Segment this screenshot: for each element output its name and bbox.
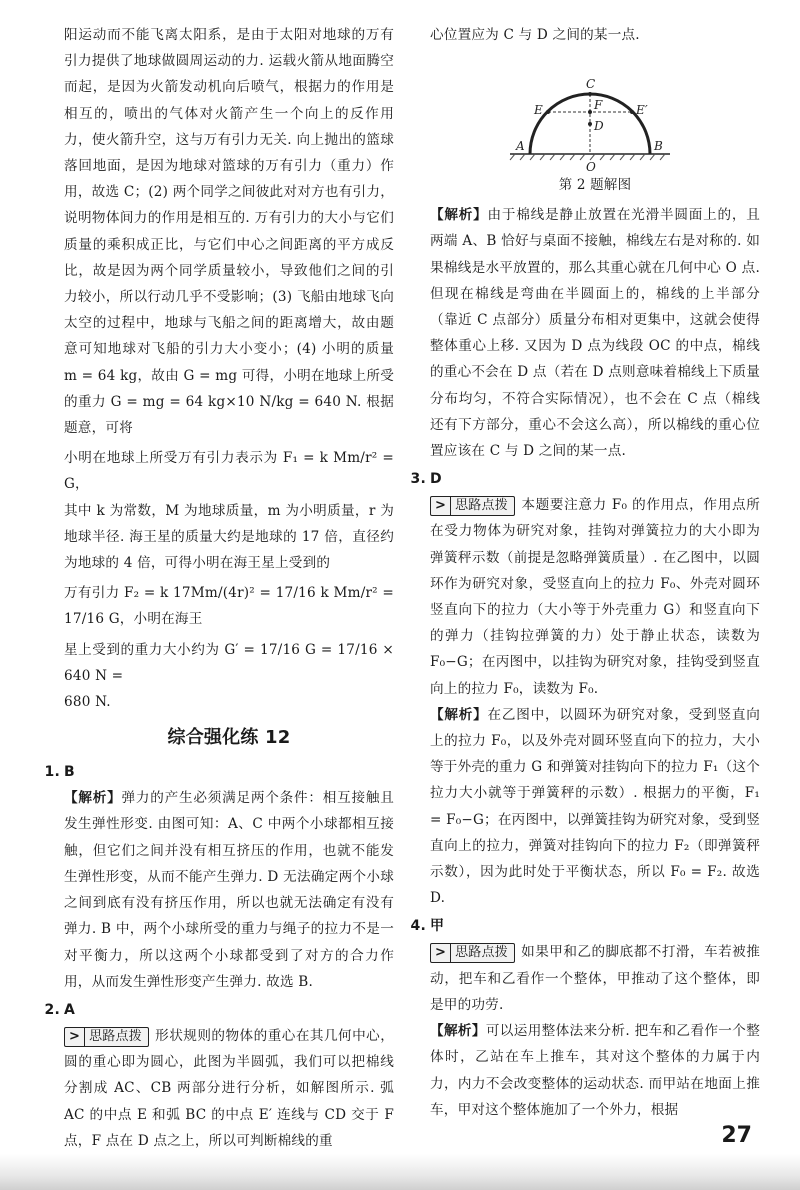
analysis-text: 可以运用整体法来分析. 把车和乙看作一个整体时，乙站在车上推车，其对这个整体的力属于内力，内力不会改变整体的运动状态. 而甲站在地面上推车，甲对这个整体施加了一个外力，根据 — [430, 1023, 760, 1118]
label-a: A — [516, 139, 525, 154]
formula-line: 万有引力 F₂ = k 17Mm/(4r)² = 17/16 k Mm/r² = 17/16 G，小明在海王 — [64, 585, 394, 628]
chevron-right-icon: > — [435, 497, 451, 515]
paragraph: 阳运动而不能飞离太阳系，是由于太阳对地球的万有引力提供了地球做圆周运动的力. 运载火箭从地面腾空而起，是因为火箭发动机向后喷气，根据力的作用是相互的，喷出的气体对火箭产生一个向上的反作用力，使火箭升空，这与万有引力无关. 向上抛出的篮球落回地面，是因为地球对篮球的万有引力（重力）作用，故选 C；(2) 两个同学之间彼此对对方也有引力，说明物体间力的作用是相互的. 万有引力的大小与它们质量的乘积成正比，与它们中心之间距离的平方成反比，故是因为两个同学质量较小，导致他们之间的引力较小，所以行动几乎不受影响；(3) 飞船由地球飞向太空的过程中，地球与飞船之间的距离增大，故由题意可知地球对飞船的引力大小变小；(4) 小明的质量 m = 64 kg，故由 G = mg 可得，小明在地球上所受的重力 G = mg = 64 kg×10 N/kg = 640 N. 根据题意，可将 — [64, 27, 394, 437]
label-o: O — [586, 160, 597, 173]
question-4-answer — [396, 913, 760, 939]
hint-tag-label: 思路点拨 — [455, 945, 508, 961]
formula-line: 小明在地球上所受万有引力表示为 F₁ = k Mm/r² = G， — [64, 450, 394, 493]
hint-text: 形状规则的物体的重心在其几何中心，圆的重心即为圆心，此图为半圆弧，我们可以把棉线分割成 AC、CB 两部分进行分析，如解图所示. 弧 AC 的中点 E 和弧 BC 的中点 E′ 连线与 CD 交于 F 点，F 点在 D 点之上，所以可判断棉线的重 — [64, 1027, 394, 1149]
figure-caption: 第 2 题解图 — [558, 177, 632, 194]
label-b: B — [654, 139, 664, 154]
hint-text: 本题要注意力 F₀ 的作用点，作用点所在受力物体为研究对象，挂钩对弹簧拉力的大小即为弹簧秤示数（前提是忽略弹簧质量）. 在乙图中，以圆环作为研究对象，受竖直向上的拉力 F₀、外壳对圆环竖直向下的拉力（大小等于外壳重力 G）和竖直向下的弹力（挂钩拉弹簧的力）处于静止状态，读数为 F₀−G；在丙图中，以挂钩为研究对象，挂钩受到竖直向上的拉力 F₀，读数为 F₀. — [430, 497, 760, 697]
hint-paragraph — [430, 492, 760, 702]
hint-text: 如果甲和乙的脚底都不打滑，车若被推动，把车和乙看作一个整体，甲推动了这个整体，即是甲的功劳. — [430, 944, 760, 1013]
hint-paragraph — [430, 939, 760, 1018]
analysis-label: 【解析】 — [64, 790, 122, 807]
answer-text: 甲 — [430, 918, 445, 935]
hint-tag — [430, 496, 515, 516]
chevron-right-icon: > — [69, 1028, 85, 1046]
analysis-label: 【解析】 — [430, 706, 488, 723]
analysis-label: 【解析】 — [430, 207, 488, 224]
label-c: C — [586, 77, 596, 92]
question-2-answer — [30, 997, 394, 1023]
hint-tag — [64, 1027, 149, 1047]
label-d: D — [594, 119, 604, 134]
analysis-paragraph — [430, 702, 760, 912]
answer-letter: D — [430, 471, 442, 488]
question-number: 4. — [410, 918, 426, 935]
page-number: 27 — [721, 1123, 752, 1148]
label-f: F — [594, 98, 603, 113]
hint-paragraph — [64, 1023, 394, 1154]
page-fold-shadow — [0, 1154, 800, 1190]
question-1-answer — [30, 759, 394, 785]
paragraph: 其中 k 为常数，M 为地球质量，m 为小明质量，r 为地球半径. 海王星的质量大约是地球的 17 倍，直径约为地球的 4 倍，可得小明在海王星上受到的 — [64, 502, 394, 572]
left-column — [44, 22, 394, 1154]
question-number: 3. — [410, 471, 426, 488]
semicircle-diagram — [490, 54, 690, 172]
section-title: 综合强化练 12 — [167, 727, 291, 749]
chevron-right-icon: > — [435, 944, 451, 962]
answer-letter: B — [64, 764, 75, 781]
analysis-paragraph — [430, 1018, 760, 1123]
analysis-label: 【解析】 — [430, 1023, 486, 1040]
formula-line: 星上受到的重力大小约为 G′ = 17/16 G = 17/16 × 640 N = — [64, 641, 394, 684]
question-3-answer — [396, 466, 760, 492]
right-column — [410, 22, 760, 1123]
paragraph: 680 N. — [64, 694, 111, 711]
answer-letter: A — [64, 1001, 76, 1018]
label-e: E — [534, 103, 543, 118]
hint-tag-label: 思路点拨 — [455, 498, 508, 514]
label-e-prime: E′ — [636, 103, 648, 118]
analysis-paragraph — [430, 202, 760, 464]
question-number: 1. — [44, 764, 60, 781]
hint-tag-label: 思路点拨 — [89, 1028, 142, 1044]
analysis-text: 在乙图中，以圆环为研究对象，受到竖直向上的拉力 F₀，以及外壳对圆环竖直向下的拉力，大小等于外壳的重力 G 和弹簧对挂钩向下的拉力 F₁（这个拉力大小就等于弹簧秤的示数）. 根据力的平衡，F₁ = F₀−G；在丙图中，以弹簧挂钩为研究对象，受到竖直向上的拉力，弹簧对挂钩向下的拉力 F₂（即弹簧秤示数），因为此时处于平衡状态，所以 F₀ = F₂. 故选 D. — [430, 706, 760, 907]
paragraph: 心位置应为 C 与 D 之间的某一点. — [430, 27, 640, 43]
analysis-text: 由于棉线是静止放置在光滑半圆面上的，且两端 A、B 恰好与桌面不接触，棉线左右是对称的. 如果棉线是水平放置的，那么其重心就在几何中心 O 点. 但现在棉线是弯曲在半圆面上的，棉线的上半部分（靠近 C 点部分）质量分布相对更集中，这就会使得整体重心上移. 又因为 D 点为线段 OC 的中点，棉线的重心不会在 D 点（若在 D 点则意味着棉线上下质量分布均匀，不符合实际情况），也不会在 C 点（棉线还有下方部分，重心不会这么高），所以棉线的重心位置应该在 C 与 D 之间的某一点. — [430, 207, 760, 460]
question-number: 2. — [44, 1001, 60, 1018]
analysis-text: 弹力的产生必须满足两个条件：相互接触且发生弹性形变. 由图可知：A、C 中两个小球都相互接触，但它们之间并没有相互挤压的作用，也就不能发生弹性形变，从而不能产生弹力. D 无法确定两个小球之间到底有没有挤压作用，所以也就无法确定有没有弹力. B 中，两个小球所受的重力与绳子的拉力不是一对平衡力，所以这两个小球都受到了对方的合力作用，从而发生弹性形变产生弹力. 故选 B. — [64, 790, 394, 990]
hint-tag — [430, 943, 515, 963]
figure-semicircle — [430, 54, 760, 174]
analysis-paragraph — [64, 785, 394, 995]
